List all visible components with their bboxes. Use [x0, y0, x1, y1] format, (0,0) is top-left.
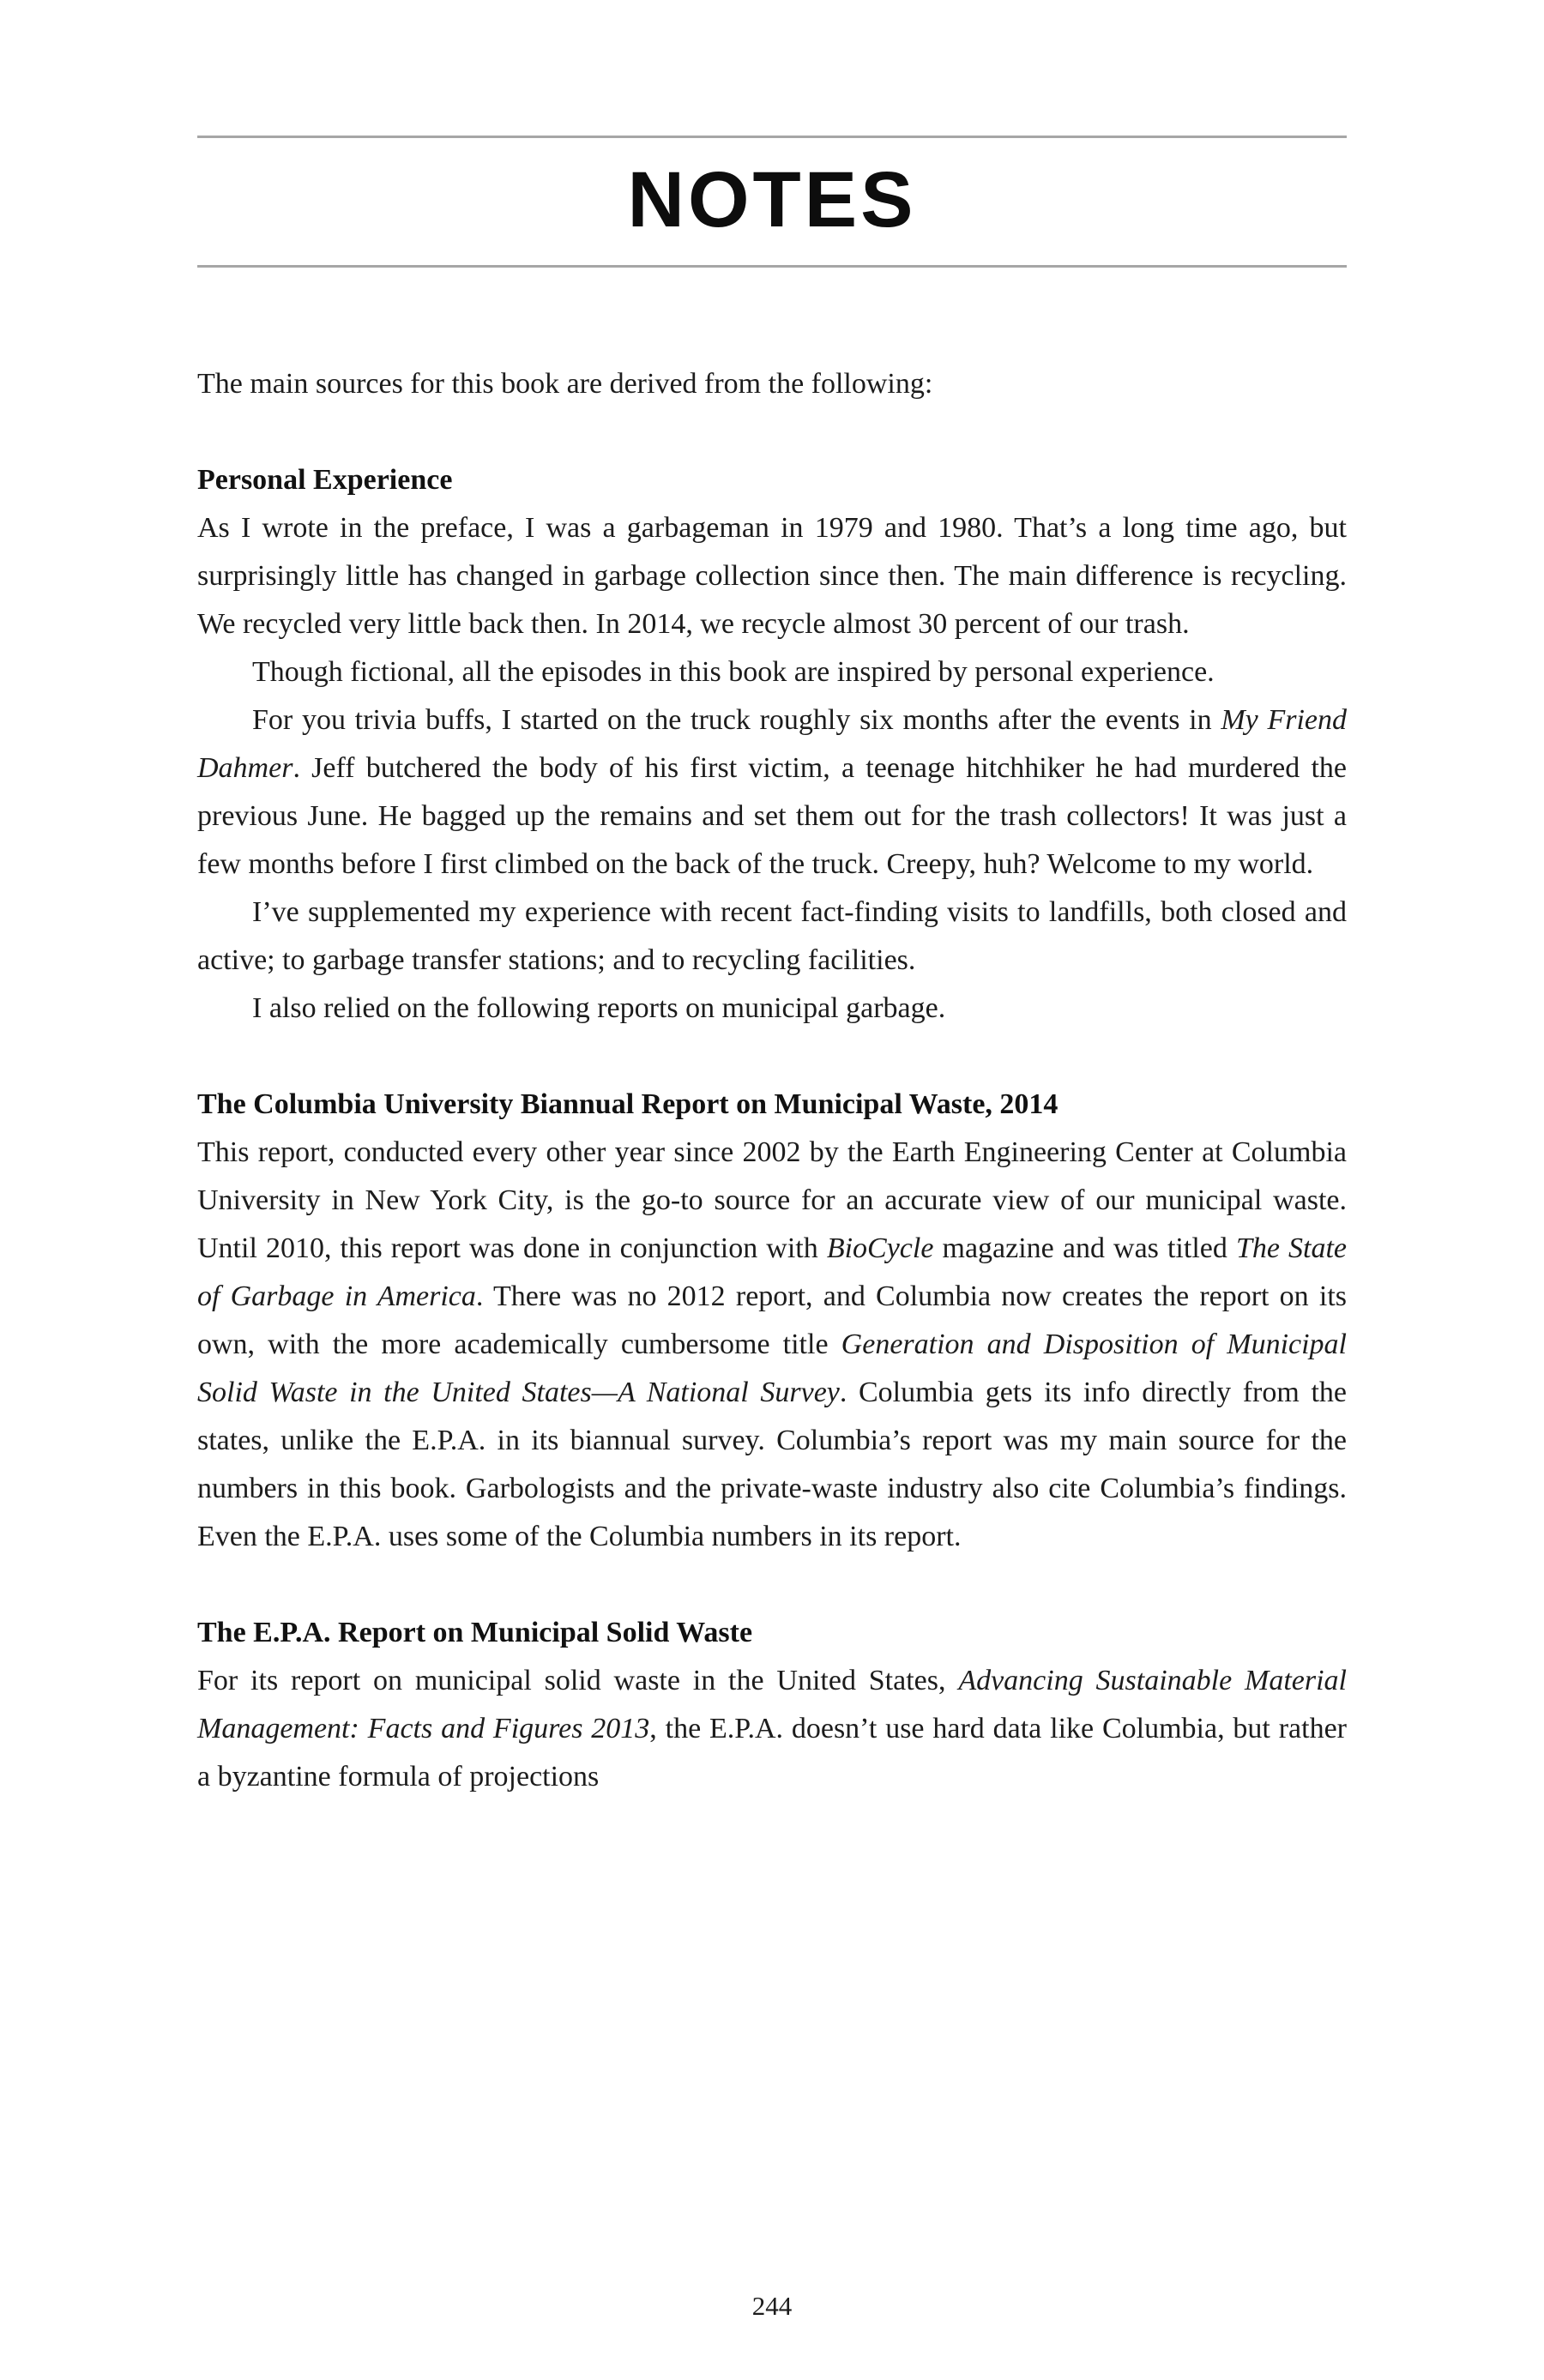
- section-epa-report: [197, 1609, 1347, 1801]
- section-heading: Personal Experience: [197, 464, 453, 496]
- page-title: NOTES: [627, 156, 917, 244]
- intro-paragraph: The main sources for this book are derived from the following:: [197, 368, 933, 400]
- paragraph: For its report on municipal solid waste in the United States, Advancing Sustainable Material Management: Facts and Figures 2013, the E.P.A. doesn’t use hard data like Columbia, but rather a byzantine formula of projections: [197, 1665, 1347, 1793]
- paragraph: This report, conducted every other year since 2002 by the Earth Engineering Center at Columbia University in New York City, is the go-to source for an accurate view of our municipal waste. Until 2010, this report was done in conjunction with BioCycle magazine and was titled The State of Garbage in America. There was no 2012 report, and Columbia now creates the report on its own, with the more academically cumbersome title Generation and Disposition of Municipal Solid Waste in the United States—A National Survey. Columbia gets its info directly from the states, unlike the E.P.A. in its biannual survey. Columbia’s report was my main source for the numbers in this book. Garbologists and the private-waste industry also cite Columbia’s findings. Even the E.P.A. uses some of the Columbia numbers in its report.: [197, 1136, 1348, 1552]
- paragraph: I’ve supplemented my experience with recent fact-finding visits to landfills, both closed and active; to garbage transfer stations; and to recycling facilities.: [197, 896, 1347, 976]
- paragraph: Though fictional, all the episodes in this book are inspired by personal experience.: [252, 656, 1215, 688]
- section-heading: The Columbia University Biannual Report on Municipal Waste, 2014: [197, 1088, 1058, 1120]
- paragraph: I also relied on the following reports on municipal garbage.: [252, 992, 946, 1024]
- page-body: [197, 360, 1347, 1801]
- page-number: 244: [751, 2291, 793, 2321]
- section-heading: The E.P.A. Report on Municipal Solid Waste: [197, 1617, 753, 1648]
- section-personal-experience: [197, 456, 1347, 1033]
- title-rule-top: [197, 136, 1347, 138]
- paragraph: For you trivia buffs, I started on the truck roughly six months after the events in My Friend Dahmer. Jeff butchered the body of his first victim, a teenage hitchhiker he had murdered the previous June. He bagged up the remains and set them out for the trash collectors! It was just a few months before I first climbed on the back of the truck. Creepy, huh? Welcome to my world.: [197, 704, 1347, 880]
- section-columbia-report: [197, 1081, 1347, 1561]
- paragraph: As I wrote in the preface, I was a garbageman in 1979 and 1980. That’s a long time ago, but surprisingly little has changed in garbage collection since then. The main difference is recycling. We recycled very little back then. In 2014, we recycle almost 30 percent of our trash.: [197, 512, 1347, 640]
- title-rule-bottom: [197, 265, 1347, 268]
